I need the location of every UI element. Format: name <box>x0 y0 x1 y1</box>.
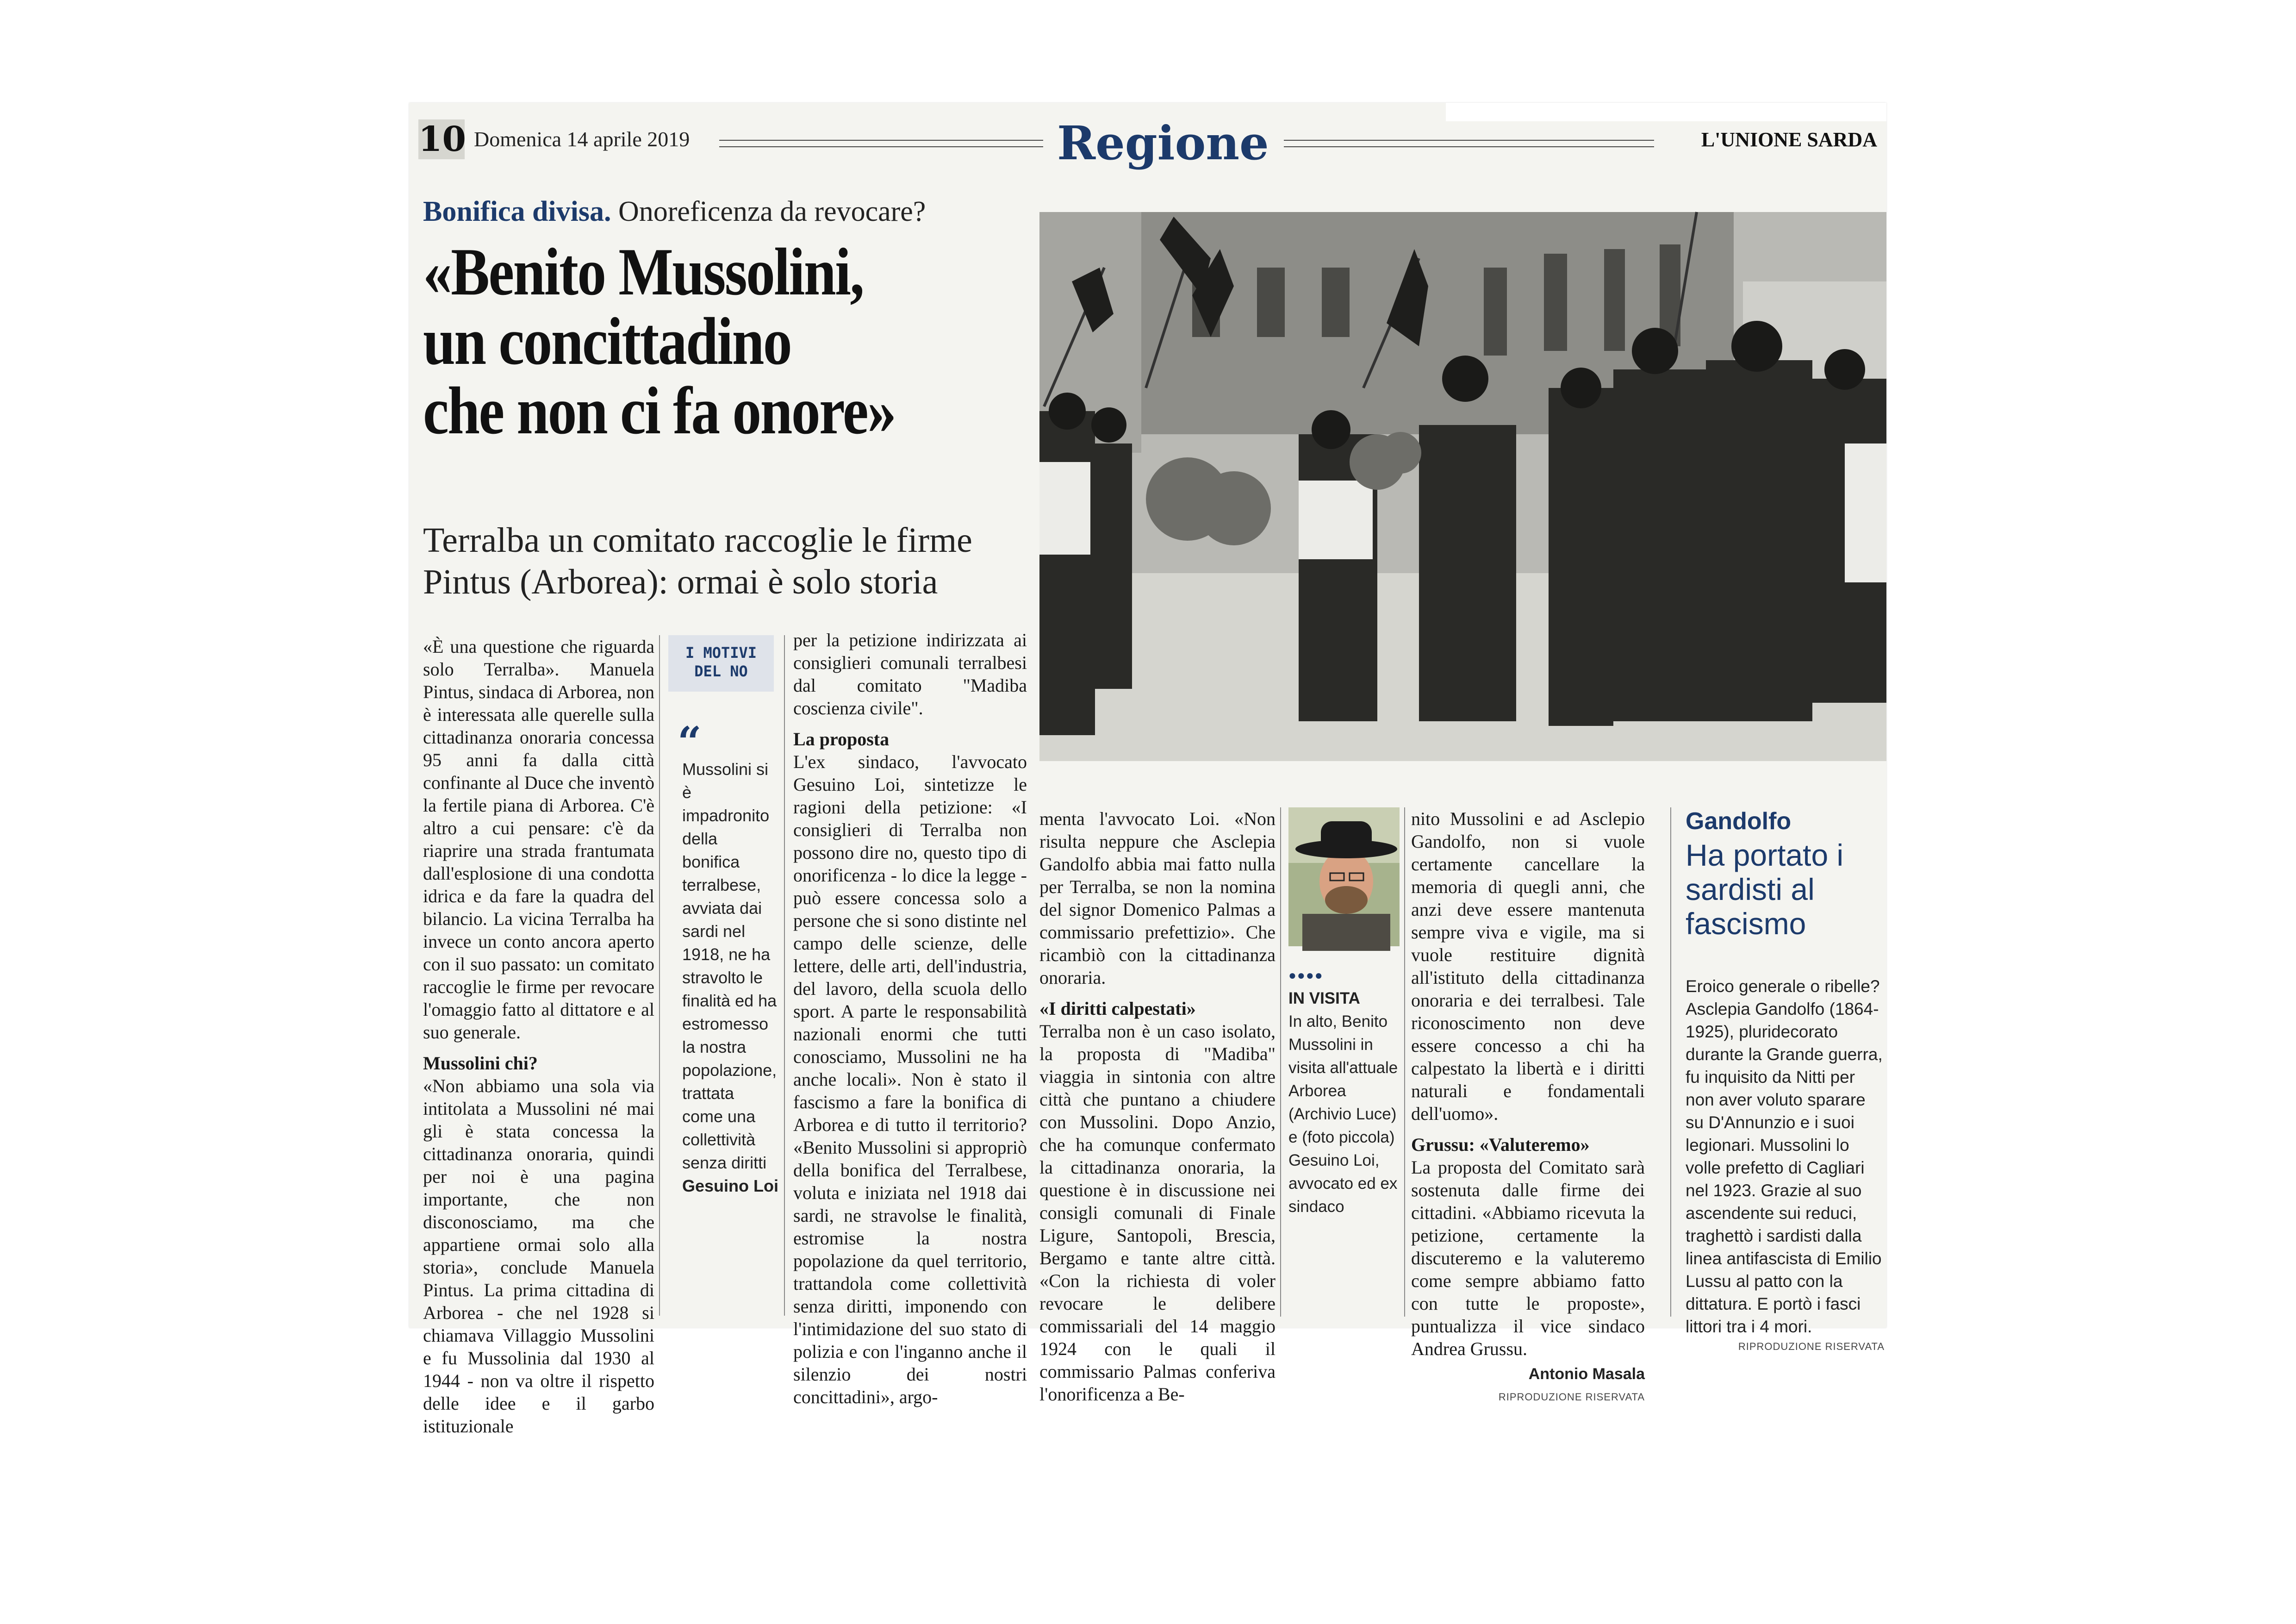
section-name: Regione <box>1057 116 1269 170</box>
headline-line: che non ci fa onore» <box>423 373 896 448</box>
section-subheading: La proposta <box>793 729 890 750</box>
copyright-notice: RIPRODUZIONE RISERVATA <box>1498 1391 1645 1403</box>
paragraph: «Non abbiamo una sola via intitolata a Mussolini né mai gli è stata concessa la cittadinanza onoraria, quindi per noi è una pagina importante, che non disconosciamo, ma che appartiene ormai solo alla storia», conclude Manuela Pintus. La prima cittadina di Arborea - che nel 1928 si chiamava Villaggio Mussolini e fu Mussolinia dal 1930 al 1944 - non va oltre il rispetto delle idee e il garbo istituzionale <box>423 1075 654 1437</box>
portrait-illustration <box>1288 807 1400 946</box>
paragraph: L'ex sindaco, l'avvocato Gesuino Loi, sintetizze le ragioni della petizione: «I consiglieri di Terralba non possono dire no, questo tipo di onorificenza - lo dice la legge - può essere concessa solo a persone che si sono distinte nel campo delle scienze, delle lettere, delle arti, dell'industria, del lavoro, della scuola dello sport. A parte le responsabilità nazionali enormi che tutti conosciamo, Mussolini ne ha anche locali». Non è stato il fascismo a fare la bonifica di Arborea e di tutto il territorio? «Benito Mussolini si appropriò della bonifica del Terralbese, voluta e iniziata nel 1918 dai sardi, ne stravolse le finalità, estromise la nostra popolazione da quel territorio, trattandola come collettività senza diritti, imponendo con l'intimidazione del suo stato di polizia e con l'inganno anche il silenzio dei nostri concittadini», argo- <box>793 751 1027 1407</box>
paragraph: per la petizione indirizzata ai consiglieri comunali terralbesi dal comitato "Madiba coscienza civile". <box>793 630 1027 718</box>
section-subheading: Grussu: «Valuteremo» <box>1411 1134 1590 1155</box>
sidebar-title: Ha portato i sardisti al fascismo <box>1686 838 1844 941</box>
subhead-line: Terralba un comitato raccoglie le firme <box>423 521 972 560</box>
quote-body: Mussolini si è impadronito della bonifica terralbese, avviata dai sardi nel 1918, ne ha stravolto le finalità ed ha estromesso la nostra popolazione, trattata come una collettività senza diritti <box>682 760 777 1172</box>
headline-line: un concittadino <box>423 304 791 379</box>
quote-author: Gesuino Loi <box>682 1176 779 1195</box>
newspaper-clipping <box>409 103 1886 1437</box>
kicker-question: Onoreficenza da revocare? <box>618 196 926 227</box>
column-divider <box>1404 807 1405 1317</box>
quote-box-title: I MOTIVI DEL NO <box>668 635 774 692</box>
subhead-line: Pintus (Arborea): ormai è solo storia <box>423 562 938 601</box>
photo-caption <box>1288 964 1400 1218</box>
headline <box>423 234 956 448</box>
header-rule-right <box>1284 140 1654 147</box>
article-column-4 <box>1411 807 1645 1408</box>
quote-mark-icon: “ <box>678 718 702 767</box>
caption-dots-icon: ●●●● <box>1288 968 1324 982</box>
kicker-topic: Bonifica divisa. <box>423 196 611 227</box>
portrait-photo <box>1288 807 1400 946</box>
article-column-1 <box>423 635 654 1437</box>
paragraph: La proposta del Comitato sarà sostenuta dalle firme dei cittadini. «Abbiamo ricevuta la petizione, certamente la discuteremo e la valuteremo come sempre abbiamo fatto con tutte le proposte», puntualizza il vice sindaco Andrea Grussu. <box>1411 1157 1645 1359</box>
caption-text: In alto, Benito Mussolini in visita all'attuale Arborea (Archivio Luce) e (foto piccola) Gesuino Loi, avvocato ed ex sindaco <box>1288 1012 1398 1216</box>
column-divider <box>1280 807 1281 1317</box>
sidebar-box <box>1686 807 1885 1353</box>
column-divider <box>784 635 785 1316</box>
article-kicker <box>423 195 926 228</box>
sidebar-body: Eroico generale o ribelle? Asclepia Gandolfo (1864-1925), pluridecorato durante la Grande guerra, fu inquisito da Nitti per non aver voluto sparare su D'Annunzio e i suoi legionari. Mussolini lo volle prefetto di Cagliari nel 1923. Grazie al suo ascendente sui reduci, traghettò i sardisti dalla linea antifascista di Emilio Lussu al patto con la dittatura. E portò i fasci littori tra i 4 mori. <box>1686 977 1883 1336</box>
quote-box <box>668 635 779 1330</box>
column-divider <box>659 635 660 1316</box>
column-divider <box>1670 807 1671 1317</box>
author-signature: Antonio Masala <box>1528 1365 1645 1383</box>
caption-title: IN VISITA <box>1288 989 1360 1007</box>
paragraph: «È una questione che riguarda solo Terralba». Manuela Pintus, sindaca di Arborea, non è interessata alle querelle sulla cittadinanza onoraria concessa 95 anni fa dalla città confinante al Duce che inventò la fertile piana di Arborea. C'è altro a cui pensare: c'è da riaprire una strada frantumata dall'esplosione di una condotta idrica e da fare la quadra del bilancio. La vicina Terralba ha invece un conto ancora aperto con il suo passato: un comitato raccoglie le firme per revocare l'omaggio fatto al dittatore e al suo generale. <box>423 636 654 1043</box>
article-column-2 <box>793 629 1027 1408</box>
paragraph: Terralba non è un caso isolato, la proposta di "Madiba" viaggia in sintonia con altre città che puntano a chiudere con Mussolini. Dopo Anzio, che ha comunque confermato la cittadinanza onoraria, la questione è in discussione nei consigli comunali di Finale Ligure, Santopoli, Brescia, Bergamo e tante altre città. «Con la richiesta di voler revocare le delibere commissariali del 14 maggio 1924 con le quali il commissario Palmas conferiva l'onorificenza a Be- <box>1039 1021 1276 1405</box>
subheadline <box>423 519 1062 603</box>
quote-text <box>682 758 779 1198</box>
copyright-notice: RIPRODUZIONE RISERVATA <box>1738 1341 1885 1352</box>
header-rule-left <box>719 140 1043 147</box>
section-subheading: Mussolini chi? <box>423 1053 538 1074</box>
archive-photo <box>1039 212 1886 761</box>
paragraph: menta l'avvocato Loi. «Non risulta neppure che Asclepia Gandolfo abbia mai fatto nulla per Terralba, se non la nomina del signor Domenico Palmas a commissario prefettizio». Che ricambiò con la cittadinanza onoraria. <box>1039 808 1276 988</box>
page-header <box>418 117 1877 168</box>
paragraph: nito Mussolini e ad Asclepio Gandolfo, non si vuole certamente cancellare la memoria di quegli anni, che anzi deve essere mantenuta sempre viva e vigile, ma si vuole restituire dignità all'istituto della cittadinanza onoraria e dei terralbesi. Tale riconoscimento non deve essere concesso a chi ha calpestato la libertà e i diritti naturali e fondamentali dell'uomo». <box>1411 808 1645 1124</box>
page-number: 10 <box>418 119 466 159</box>
photo-illustration <box>1039 212 1886 761</box>
section-subheading: «I diritti calpestati» <box>1039 998 1196 1019</box>
masthead: L'UNIONE SARDA <box>1701 128 1877 151</box>
article-column-3 <box>1039 807 1276 1405</box>
header-date: Domenica 14 aprile 2019 <box>474 127 690 151</box>
sidebar-kicker: Gandolfo <box>1686 808 1792 835</box>
headline-line: «Benito Mussolini, <box>423 234 864 309</box>
